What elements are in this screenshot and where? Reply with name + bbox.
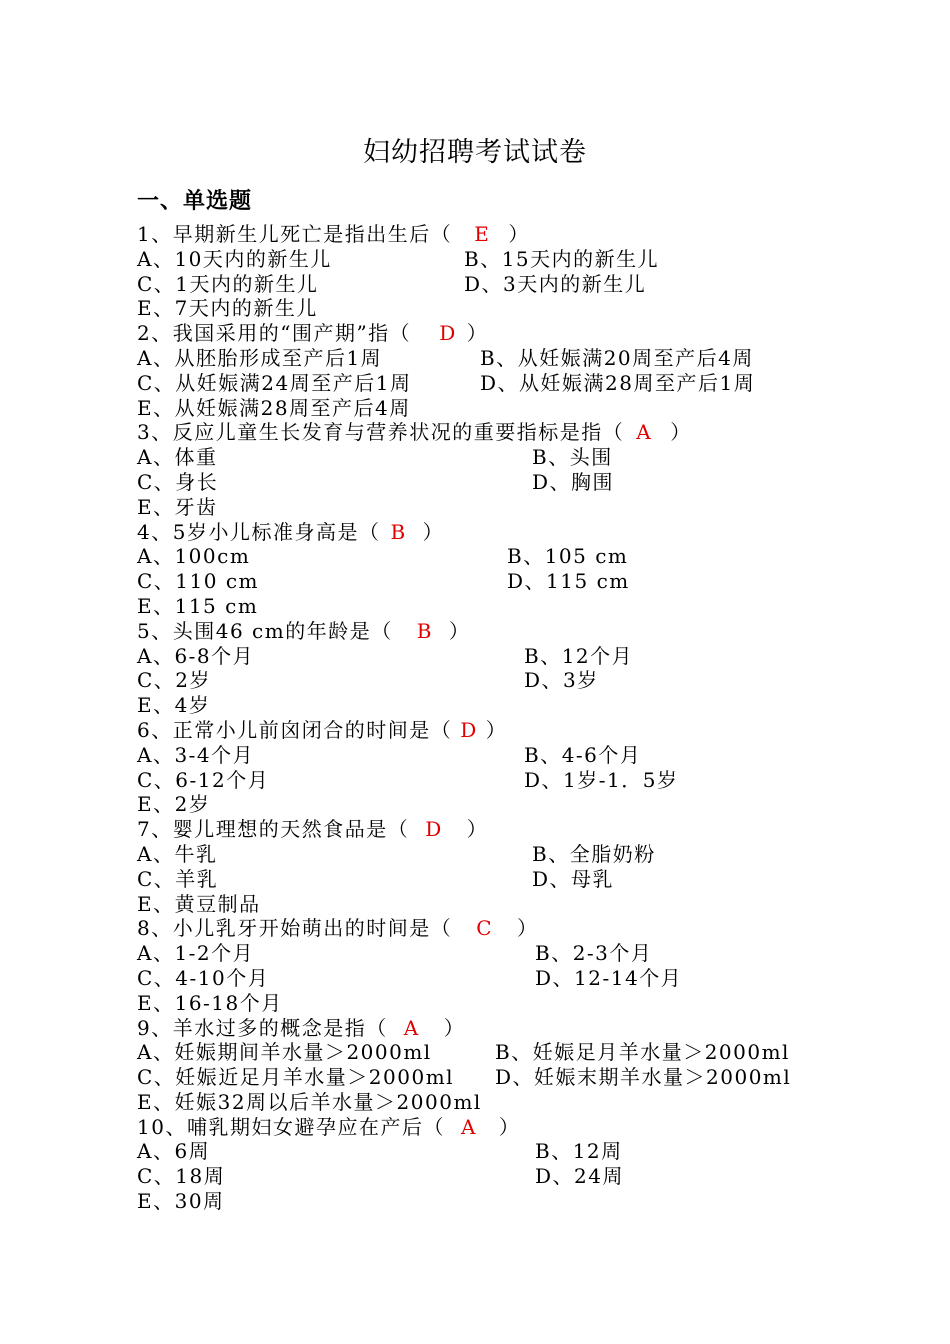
- question-stem: [137, 520, 927, 545]
- option-b: B、从妊娠满20周至产后4周: [480, 345, 754, 370]
- option-row: [137, 594, 927, 619]
- option-e: E、7天内的新生儿: [137, 296, 318, 321]
- option-d: D、妊娠末期羊水量＞2000ml: [495, 1065, 792, 1090]
- option-b: B、全脂奶粉: [532, 841, 656, 866]
- option-row: [137, 842, 927, 867]
- option-c: C、羊乳: [137, 866, 219, 891]
- option-row: [137, 1065, 927, 1090]
- question-stem: [137, 916, 927, 941]
- question-stem: [137, 1016, 927, 1041]
- answer-mark: C: [476, 916, 494, 941]
- question-stem: [137, 222, 927, 247]
- question-stem: [137, 1115, 927, 1140]
- option-c: C、2岁: [137, 668, 212, 693]
- option-row: [137, 941, 927, 966]
- option-row: [137, 1090, 927, 1115]
- answer-mark: B: [416, 618, 433, 643]
- option-d: D、1岁-1．5岁: [524, 767, 679, 792]
- question-text: 6、正常小儿前囟闭合的时间是（: [137, 717, 453, 742]
- answer-mark: D: [439, 321, 457, 346]
- option-row: [137, 792, 927, 817]
- option-row: [137, 346, 927, 371]
- option-b: B、15天内的新生儿: [464, 246, 660, 271]
- page-title: 妇幼招聘考试试卷: [363, 137, 587, 168]
- question-text: 1、早期新生儿死亡是指出生后（: [137, 222, 453, 246]
- option-row: [137, 296, 927, 321]
- question-close-paren: ）: [443, 1015, 466, 1040]
- answer-mark: A: [460, 1114, 477, 1139]
- option-e: E、黄豆制品: [137, 891, 261, 916]
- option-row: [137, 396, 927, 421]
- option-row: [137, 1189, 927, 1214]
- question-close-paren: ）: [517, 916, 539, 941]
- option-c: C、6-12个月: [137, 767, 270, 792]
- option-a: A、妊娠期间羊水量＞2000ml: [137, 1040, 432, 1065]
- option-row: [137, 966, 927, 991]
- question-text: 2、我国采用的“围产期”指（: [137, 321, 412, 346]
- question-stem: [137, 718, 927, 743]
- answer-mark: D: [425, 817, 443, 842]
- option-e: E、从妊娠满28周至产后4周: [137, 395, 411, 420]
- option-d: D、12-14个月: [535, 965, 683, 990]
- option-c: C、110 cm: [137, 569, 259, 594]
- question-close-paren: ）: [466, 321, 489, 346]
- option-b: B、12个月: [524, 643, 634, 668]
- option-a: A、6周: [137, 1139, 211, 1164]
- option-e: E、牙齿: [137, 494, 218, 519]
- question-text: 4、5岁小儿标准身高是（: [137, 519, 381, 544]
- option-e: E、妊娠32周以后羊水量＞2000ml: [137, 1089, 482, 1114]
- option-b: B、12周: [535, 1139, 623, 1164]
- option-row: [137, 668, 927, 693]
- option-row: [137, 569, 927, 594]
- option-d: D、从妊娠满28周至产后1周: [480, 370, 756, 395]
- option-e: E、16-18个月: [137, 990, 283, 1015]
- option-row: [137, 371, 927, 396]
- option-a: A、10天内的新生儿: [137, 246, 332, 271]
- option-d: D、115 cm: [507, 569, 630, 594]
- option-d: D、3岁: [524, 668, 599, 693]
- question-close-paren: ）: [498, 1114, 521, 1139]
- option-b: B、4-6个月: [524, 742, 642, 767]
- option-row: [137, 247, 927, 272]
- option-e: E、115 cm: [137, 593, 259, 618]
- option-a: A、6-8个月: [137, 643, 255, 668]
- question-stem: [137, 817, 927, 842]
- option-b: B、2-3个月: [535, 941, 653, 966]
- option-a: A、1-2个月: [137, 941, 255, 966]
- option-c: C、身长: [137, 469, 219, 494]
- option-c: C、4-10个月: [137, 965, 270, 990]
- option-row: [137, 991, 927, 1016]
- option-row: [137, 1139, 927, 1164]
- option-d: D、胸围: [532, 469, 615, 494]
- option-row: [137, 693, 927, 718]
- question-stem: [137, 321, 927, 346]
- option-e: E、4岁: [137, 693, 211, 718]
- answer-mark: B: [390, 519, 407, 544]
- question-close-paren: ）: [466, 817, 489, 842]
- option-e: E、2岁: [137, 792, 211, 817]
- option-b: B、妊娠足月羊水量＞2000ml: [495, 1040, 790, 1065]
- option-e: E、30周: [137, 1189, 225, 1214]
- option-row: [137, 544, 927, 569]
- answer-mark: A: [636, 420, 653, 445]
- question-text: 3、反应儿童生长发育与营养状况的重要指标是指（: [137, 420, 625, 445]
- option-c: C、1天内的新生儿: [137, 271, 319, 296]
- option-c: C、18周: [137, 1164, 226, 1189]
- option-row: [137, 1040, 927, 1065]
- option-c: C、妊娠近足月羊水量＞2000ml: [137, 1065, 455, 1090]
- question-text: 7、婴儿理想的天然食品是（: [137, 817, 410, 842]
- question-text: 9、羊水过多的概念是指（: [137, 1015, 388, 1040]
- question-stem: [137, 420, 927, 445]
- option-row: [137, 743, 927, 768]
- option-c: C、从妊娠满24周至产后1周: [137, 370, 412, 395]
- question-text: 5、头围46 cm的年龄是（: [137, 618, 393, 643]
- question-close-paren: ）: [485, 717, 508, 742]
- option-row: [137, 768, 927, 793]
- question-close-paren: ）: [422, 519, 445, 544]
- section-heading: 一、单选题: [137, 189, 253, 214]
- question-stem: [137, 619, 927, 644]
- option-row: [137, 470, 927, 495]
- option-row: [137, 445, 927, 470]
- option-row: [137, 495, 927, 520]
- option-b: B、头围: [532, 445, 613, 470]
- question-text: 10、哺乳期妇女避孕应在产后（: [137, 1114, 445, 1139]
- option-row: [137, 867, 927, 892]
- option-a: A、体重: [137, 445, 218, 470]
- answer-mark: D: [460, 717, 478, 742]
- answer-mark: A: [403, 1015, 420, 1040]
- answer-mark: E: [474, 222, 491, 246]
- question-close-paren: ）: [448, 618, 471, 643]
- option-b: B、105 cm: [507, 544, 629, 569]
- option-d: D、母乳: [532, 866, 615, 891]
- question-list: [137, 222, 927, 1214]
- option-row: [137, 644, 927, 669]
- option-row: [137, 1164, 927, 1189]
- option-a: A、3-4个月: [137, 742, 255, 767]
- option-a: A、牛乳: [137, 841, 218, 866]
- option-row: [137, 272, 927, 297]
- option-row: [137, 892, 927, 917]
- option-d: D、24周: [535, 1164, 624, 1189]
- question-text: 8、小儿乳牙开始萌出的时间是（: [137, 916, 453, 941]
- question-close-paren: ）: [508, 222, 530, 246]
- option-d: D、3天内的新生儿: [464, 271, 647, 296]
- option-a: A、从胚胎形成至产后1周: [137, 345, 383, 370]
- question-close-paren: ）: [670, 420, 692, 445]
- option-a: A、100cm: [137, 544, 251, 569]
